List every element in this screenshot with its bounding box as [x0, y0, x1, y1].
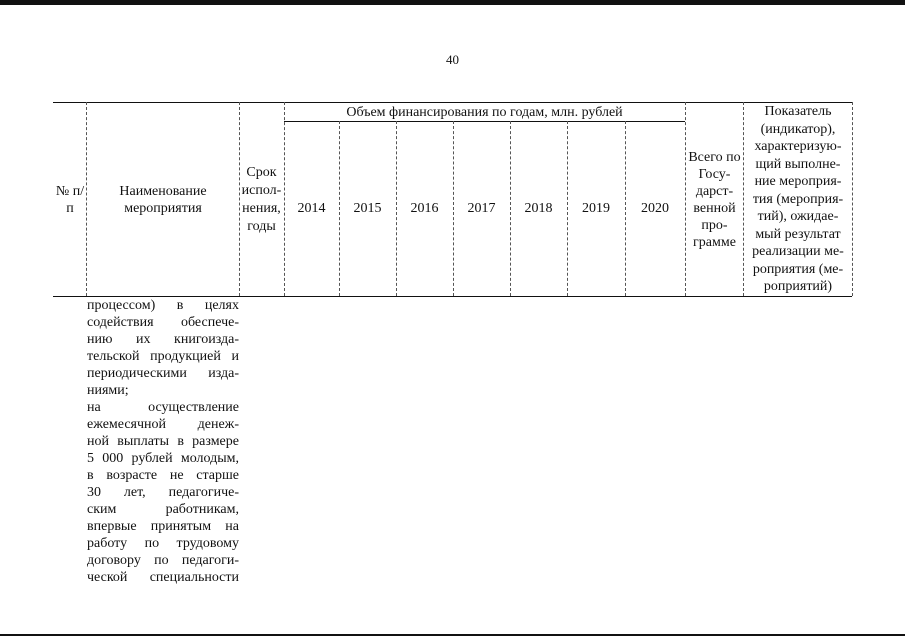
header-cell-year: 2016 [410, 201, 439, 216]
col-separator [852, 102, 853, 296]
header-cell-term: Срок испол-нения, годы [241, 165, 282, 234]
top-border-rule [0, 0, 905, 5]
text-line: ежемесячной денеж- [87, 417, 239, 432]
text-line: ским работникам, [87, 502, 239, 517]
text-line: ческой специальности [87, 570, 239, 585]
text-line: нию их книгоизда- [87, 332, 239, 347]
activity-description [87, 297, 239, 586]
bottom-border-rule [0, 634, 905, 636]
header-cell-year: 2018 [524, 201, 553, 216]
header-cell-year: 2020 [641, 201, 669, 216]
header-cell-year: 2019 [582, 201, 610, 216]
text-line: содействия обеспече- [87, 315, 239, 330]
page-number: 40 [446, 52, 459, 67]
text-line: впервые принятым на [87, 519, 239, 534]
header-cell-year: 2015 [353, 201, 382, 216]
text-line: периодическими изда- [87, 366, 239, 381]
col-separator [86, 102, 87, 296]
header-cell-funding-title: Объем финансирования по годам, млн. рублей [346, 104, 623, 120]
header-cell-number: № п/п [55, 184, 85, 216]
text-line: договору по педагоги- [87, 553, 239, 568]
text-line: 5 000 рублей молодым, [87, 451, 239, 466]
text-line: процессом) в целях [87, 298, 239, 313]
header-cell-name: Наименование мероприятия [119, 184, 207, 216]
header-cell-year: 2014 [297, 201, 326, 216]
text-line: тельской продукцией и [87, 349, 239, 364]
text-line: работу по трудовому [87, 536, 239, 551]
text-line: ниями; [87, 383, 129, 398]
text-line: на осуществление [87, 400, 239, 415]
text-line: 30 лет, педагогиче- [87, 485, 239, 500]
header-cell-total: Всего по Госу-дарст-венной про-грамме [688, 150, 741, 250]
text-line: в возрасте не старше [87, 468, 239, 483]
header-cell-indicator: Показатель (индикатор), характеризую-щий выполне-ние мероприя-тия (мероприя-тий), ожидае-мый результат реализации ме-роприятия (ме-роприятий) [752, 104, 844, 295]
text-line: ной выплаты в размере [87, 434, 239, 449]
header-cell-year: 2017 [467, 201, 496, 216]
